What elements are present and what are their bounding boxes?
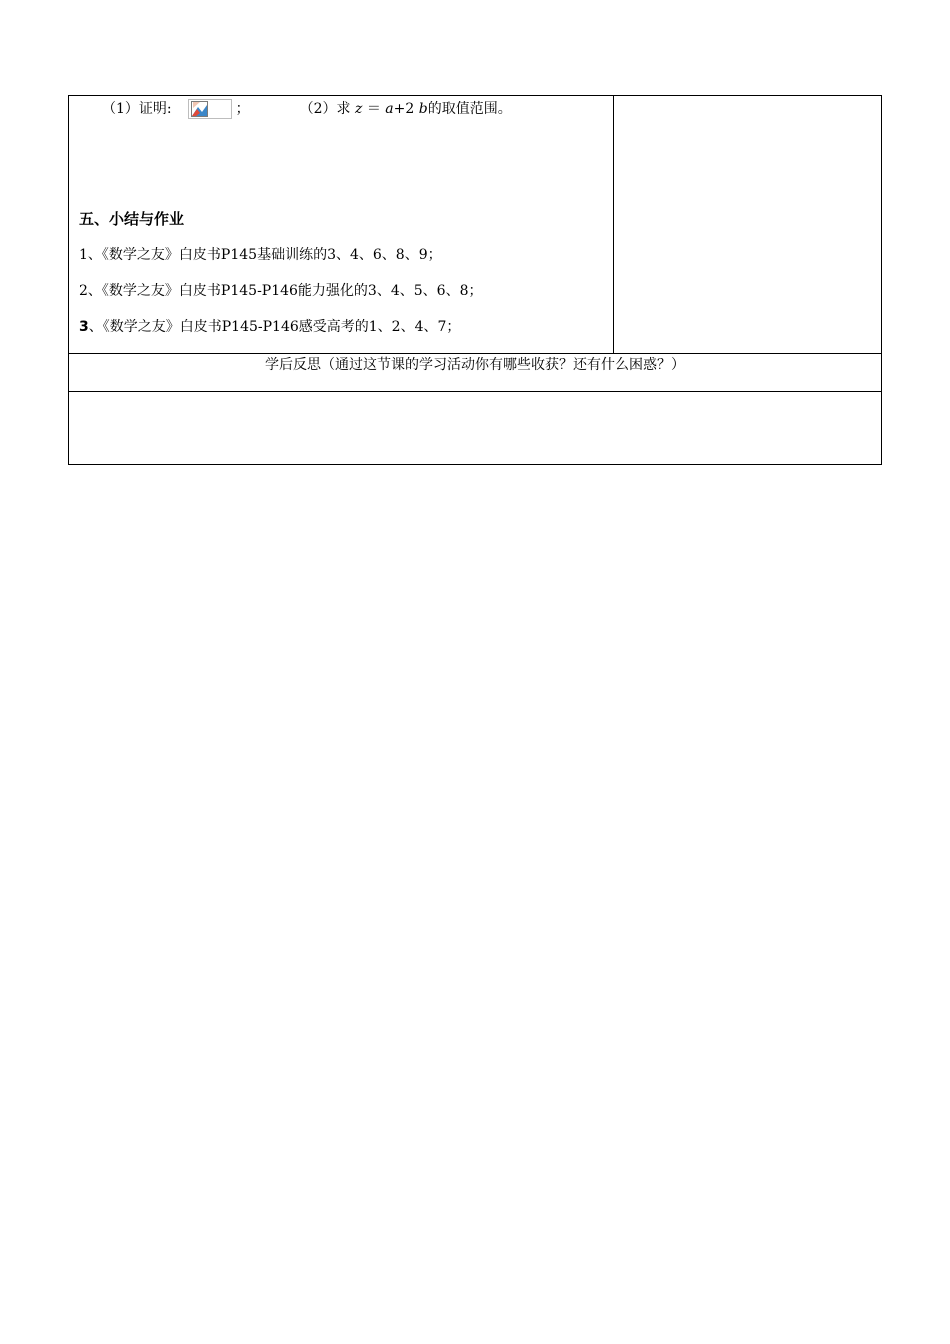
var-a: a bbox=[385, 101, 394, 117]
homework-item-number: 1 bbox=[79, 247, 88, 263]
part1-label: （1）证明: bbox=[102, 101, 172, 117]
picture-icon bbox=[191, 101, 208, 117]
equals-sign: ＝ bbox=[362, 101, 386, 117]
homework-item bbox=[79, 282, 482, 300]
part2-tail: 的取值范围。 bbox=[427, 101, 512, 117]
var-b: b bbox=[418, 101, 428, 117]
reflection-content-row bbox=[69, 392, 881, 464]
homework-item-text: 、《数学之友》白皮书P145基础训练的3、4、6、8、9； bbox=[87, 247, 442, 263]
plus-two: +2 bbox=[393, 101, 419, 117]
notes-cell bbox=[614, 96, 881, 353]
homework-item-text: 、《数学之友》白皮书P145-P146能力强化的3、4、5、6、8； bbox=[87, 283, 483, 299]
homework-item-number: 2 bbox=[79, 283, 88, 299]
content-row bbox=[69, 96, 881, 354]
reflection-header-row bbox=[69, 354, 881, 392]
main-content-cell bbox=[69, 96, 614, 353]
homework-item bbox=[79, 246, 442, 264]
homework-item-number: 3 bbox=[79, 319, 89, 335]
question-line bbox=[102, 99, 512, 119]
homework-item bbox=[79, 318, 460, 336]
summary-heading: 五、小结与作业 bbox=[79, 210, 185, 228]
part1-tail: ； bbox=[235, 101, 250, 117]
broken-formula-image-icon bbox=[188, 99, 232, 119]
var-z: z bbox=[355, 101, 363, 117]
part2-label: （2）求 bbox=[299, 101, 351, 117]
reflection-label: 学后反思（通过这节课的学习活动你有哪些收获？还有什么困惑？） bbox=[265, 357, 685, 373]
worksheet-table bbox=[68, 95, 882, 465]
homework-item-text: 、《数学之友》白皮书P145-P146感受高考的1、2、4、7； bbox=[88, 319, 461, 335]
